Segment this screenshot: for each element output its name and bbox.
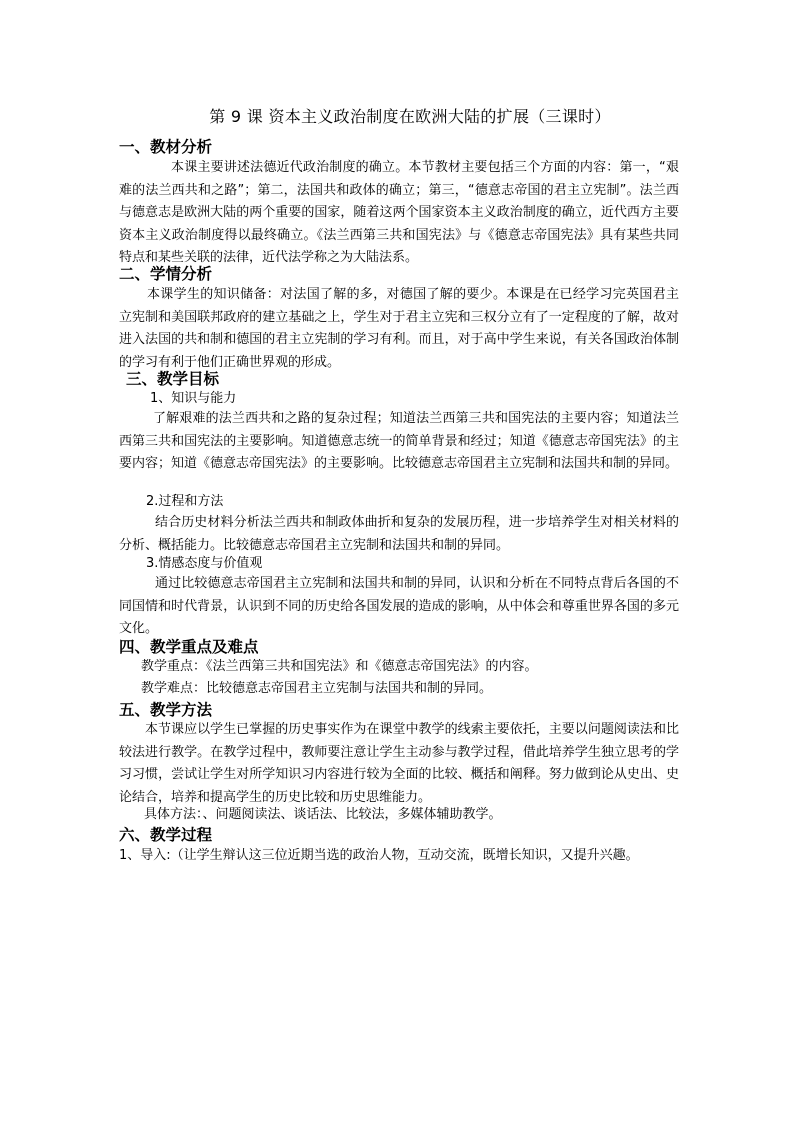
heading-teaching-process: 六、教学过程 <box>119 826 213 844</box>
heading-teaching-method: 五、教学方法 <box>119 701 213 719</box>
heading-key-points: 四、教学重点及难点 <box>119 638 259 656</box>
line-difficult-point: 教学难点：比较德意志帝国君主立宪制与法国共和制的异同。 <box>141 681 493 696</box>
heading-learner-analysis: 二、学情分析 <box>119 265 213 283</box>
page-title: 第 9 课 资本主义政治制度在欧洲大陆的扩展（三课时） <box>209 107 611 126</box>
para-teaching-method: 本节课应以学生已掌握的历史事实作为在课堂中教学的线索主要依托，主要以问题阅读法和比较法进行教学。在教学过程中，教师要注意让学生主动参与教学过程，借此培养学生独立思考的学习习惯，尝试让学生对所学知识习内容进行较为全面的比较、概括和阐释。努力做到论从史出、史论结合，培养和提高学生的历史比较和历史思维能力。 <box>119 722 679 805</box>
para-learner-analysis: 本课学生的知识储备：对法国了解的多，对德国了解的要少。本课是在已经学习完英国君主立宪制和美国联邦政府的建立基础之上，学生对于君主立宪和三权分立有了一定程度的了解，故对进入法国的共和制和德国的君主立宪制的学习有利。而且，对于高中学生来说，有关各国政治体制的学习有利于他们正确世界观的形成。 <box>119 287 679 370</box>
heading-teaching-goals: 三、教学目标 <box>126 370 220 388</box>
para-knowledge-ability: 了解艰难的法兰西共和之路的复杂过程；知道法兰西第三共和国宪法的主要内容；知道法兰西第三共和国宪法的主要影响。知道德意志统一的简单背景和经过；知道《德意志帝国宪法》的主要内容；知道《德意志帝国宪法》的主要影响。比较德意志帝国君主立宪制和法国共和制的异同。 <box>119 411 679 471</box>
subheading-process-method: 2.过程和方法 <box>146 494 224 509</box>
heading-textbook-analysis: 一、教材分析 <box>119 138 213 156</box>
subheading-knowledge-ability: 1、知识与能力 <box>150 391 237 406</box>
para-textbook-analysis: 本课主要讲述法德近代政治制度的确立。本节教材主要包括三个方面的内容：第一，“艰难的法兰西共和之路”；第二，法国共和政体的确立；第三，“德意志帝国的君主立宪制”。法兰西与德意志是欧洲大陆的两个重要的国家，随着这两个国家资本主义政治制度的确立，近代西方主要资本主义政治制度得以最终确立。《法兰西第三共和国宪法》与《德意志帝国宪法》具有某些共同特点和某些关联的法律，近代法学称之为大陆法系。 <box>119 160 679 265</box>
para-attitude-values: 通过比较德意志帝国君主立宪制和法国共和制的异同，认识和分析在不同特点背后各国的不同国情和时代背景，认识到不同的历史给各国发展的造成的影响，从中体会和尊重世界各国的多元文化。 <box>119 576 679 636</box>
line-key-point: 教学重点：《法兰西第三共和国宪法》和《德意志帝国宪法》的内容。 <box>141 659 538 674</box>
subheading-attitude-values: 3.情感态度与价值观 <box>146 556 263 571</box>
para-process-method: 结合历史材料分析法兰西共和制政体曲折和复杂的发展历程，进一步培养学生对相关材料的分析、概括能力。比较德意志帝国君主立宪制和法国共和制的异同。 <box>119 515 679 553</box>
para-introduction: 1、导入:（让学生辩认这三位近期当选的政治人物，互动交流，既增长知识，又提升兴趣。 <box>119 848 639 863</box>
line-specific-methods: 具体方法：、问题阅读法、谈话法、比较法，多媒体辅助教学。 <box>144 807 502 822</box>
